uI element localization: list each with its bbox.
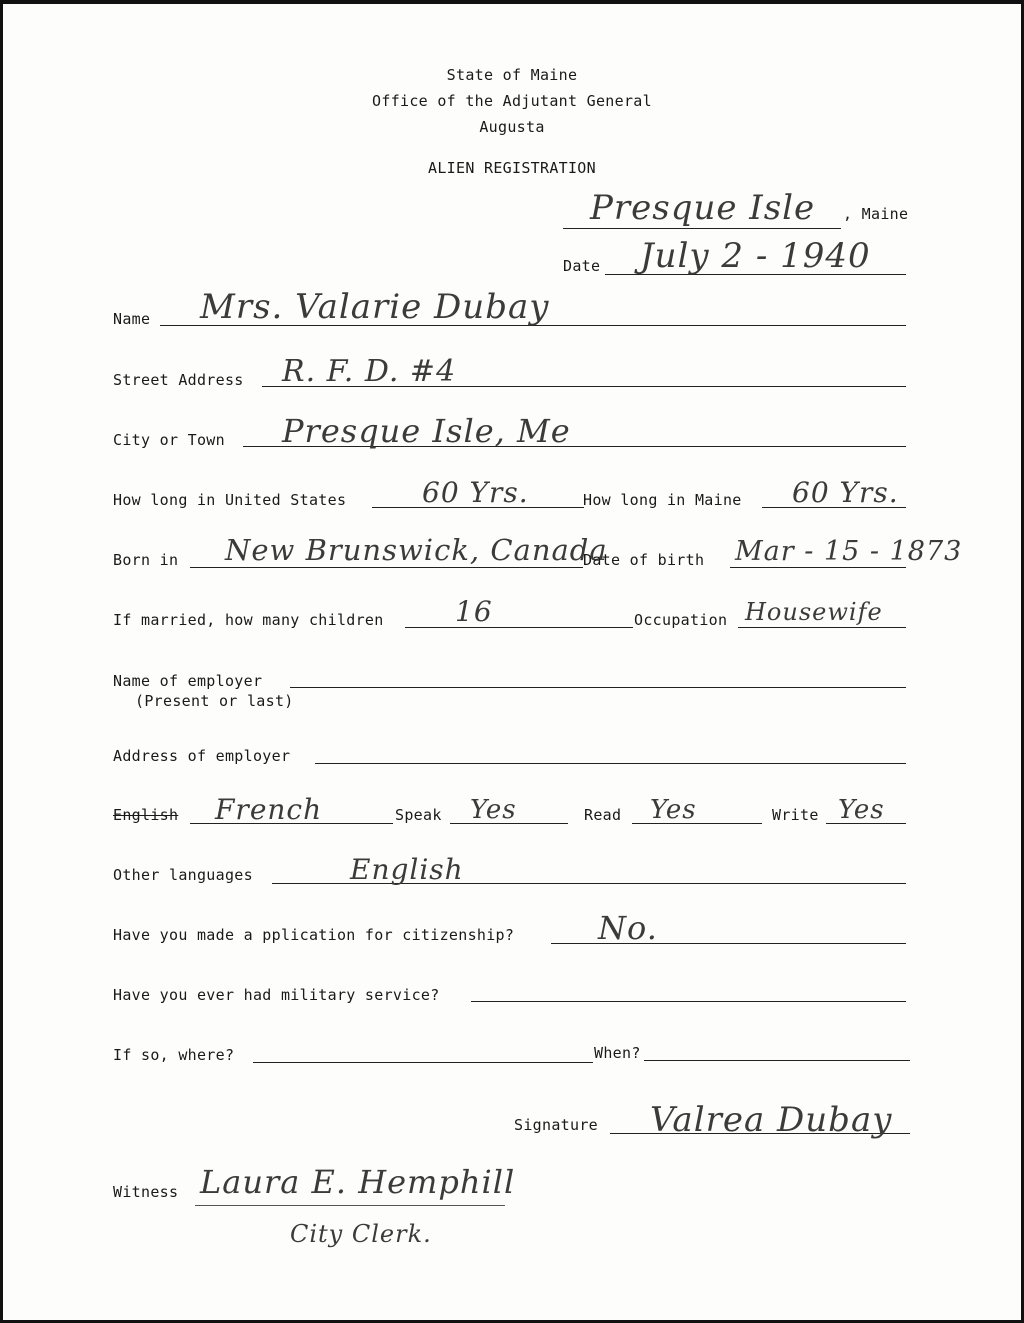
street-address-value: R. F. D. #4 [282,354,457,389]
when-label: When? [594,1044,641,1062]
employer-name-note: (Present or last) [135,692,294,710]
children-value: 16 [455,595,493,628]
scan-border-top [0,0,1024,4]
name-label: Name [113,310,151,328]
other-languages-value: English [350,853,464,886]
language-value: French [215,793,323,826]
how-long-maine-label: How long in Maine [583,491,742,509]
military-line [471,1001,906,1002]
read-label: Read [584,806,622,824]
how-long-us-label: How long in United States [113,491,347,509]
form-title: ALIEN REGISTRATION [428,159,596,177]
signature-label: Signature [514,1116,598,1134]
write-label: Write [772,806,819,824]
occupation-line [738,627,906,628]
employer-address-line [315,763,906,764]
speak-value: Yes [470,795,517,825]
date-of-birth-label: Date of birth [583,551,705,569]
witness-label: Witness [113,1183,179,1201]
other-languages-label: Other languages [113,866,253,884]
how-long-us-value: 60 Yrs. [422,476,529,509]
born-in-line [190,567,583,568]
scan-border-left [0,0,3,1323]
employer-address-label: Address of employer [113,747,291,765]
read-value: Yes [650,795,697,825]
witness-title: City Clerk. [290,1220,432,1248]
employer-name-line [290,687,906,688]
employer-name-label: Name of employer [113,672,263,690]
maine-label: , Maine [843,205,909,223]
town-value: Presque Isle [590,188,816,228]
citizenship-label: Have you made a pplication for citizenship? [113,926,515,944]
header-office: Office of the Adjutant General [372,92,652,110]
date-of-birth-value: Mar - 15 - 1873 [735,536,963,567]
children-line [405,627,633,628]
witness-value: Laura E. Hemphill [200,1163,516,1201]
date-label: Date [563,257,601,275]
street-address-label: Street Address [113,371,244,389]
speak-label: Speak [395,806,442,824]
born-in-label: Born in [113,551,179,569]
children-label: If married, how many children [113,611,384,629]
military-label: Have you ever had military service? [113,986,440,1004]
write-value: Yes [838,795,885,825]
header-state: State of Maine [446,66,578,84]
occupation-value: Housewife [745,598,883,626]
date-value: July 2 - 1940 [640,236,871,276]
witness-line [195,1205,505,1206]
occupation-label: Occupation [634,611,728,629]
city-town-label: City or Town [113,431,225,449]
signature-value: Valrea Dubay [650,1100,893,1140]
name-value: Mrs. Valarie Dubay [200,287,550,327]
born-in-value: New Brunswick, Canada [225,533,608,567]
when-line [644,1060,910,1061]
town-line [563,228,841,229]
date-of-birth-line [730,567,906,568]
city-town-value: Presque Isle, Me [282,412,571,450]
where-label: If so, where? [113,1046,235,1064]
how-long-maine-value: 60 Yrs. [792,476,899,509]
where-line [253,1062,593,1063]
header-city: Augusta [479,118,545,136]
citizenship-value: No. [598,909,658,947]
english-label: English [113,806,179,824]
